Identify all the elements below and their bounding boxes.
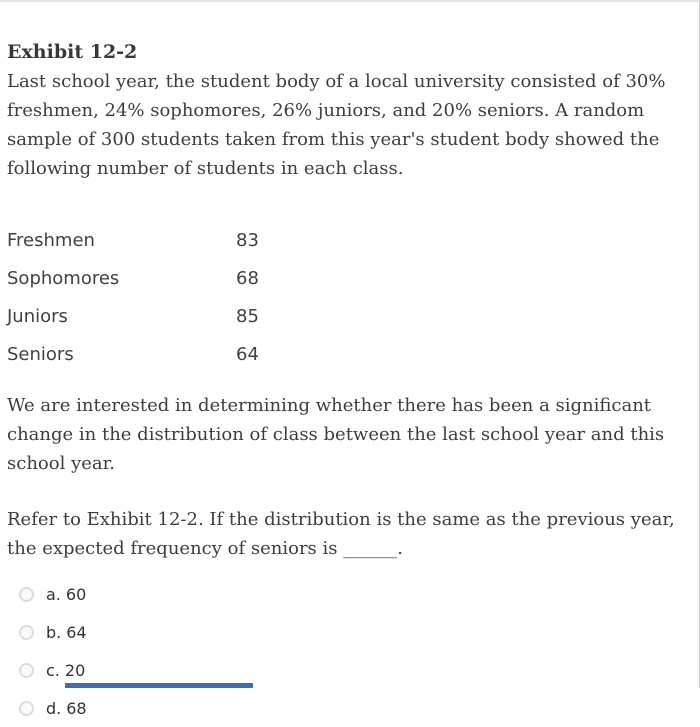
class-label: Juniors: [7, 305, 68, 327]
option-letter: d.: [46, 698, 62, 718]
option-value: 64: [66, 622, 87, 642]
class-count: 83: [236, 229, 259, 251]
class-count: 85: [236, 305, 259, 327]
option-letter: b.: [46, 622, 62, 642]
exhibit-description: Last school year, the student body of a local university consisted of 30% freshmen, 24% sophomores, 26% juniors, and 20% seniors. A random sample of 300 students taken from this year's student body showed the following number of students in each class.: [7, 71, 666, 179]
option-row-b[interactable]: [7, 613, 695, 651]
option-label[interactable]: [46, 623, 87, 642]
table-row: [7, 297, 695, 335]
option-value: 68: [66, 698, 87, 718]
radio-button-icon[interactable]: [19, 625, 34, 640]
option-letter: a.: [46, 584, 61, 604]
interest-statement: We are interested in determining whether there has been a significant change in the distribution of class between the last school year and this school year.: [7, 395, 665, 474]
table-row: [7, 221, 695, 259]
option-letter: c.: [46, 660, 60, 680]
option-value: 60: [65, 584, 87, 604]
partial-blue-element: [65, 683, 253, 688]
class-label: Freshmen: [7, 229, 95, 251]
class-label: Sophomores: [7, 267, 120, 289]
table-row: [7, 259, 695, 297]
class-count: 64: [236, 343, 259, 365]
class-count: 68: [236, 267, 259, 289]
frequency-table: [7, 221, 695, 373]
answer-options: [7, 575, 695, 727]
option-row-d[interactable]: [7, 689, 695, 727]
question-content: [0, 38, 699, 727]
option-value: 20: [64, 660, 86, 680]
question-text: Refer to Exhibit 12-2. If the distribution is the same as the previous year, the expected frequency of seniors is ______.: [7, 509, 675, 559]
table-row: [7, 335, 695, 373]
radio-button-icon[interactable]: [19, 701, 34, 716]
option-label[interactable]: [46, 699, 87, 718]
radio-button-icon[interactable]: [19, 663, 34, 678]
exhibit-title: Exhibit 12-2: [7, 41, 138, 63]
option-row-a[interactable]: [7, 575, 695, 613]
radio-button-icon[interactable]: [19, 587, 34, 602]
class-label: Seniors: [7, 343, 74, 365]
option-label[interactable]: [46, 585, 86, 604]
option-label[interactable]: [46, 661, 85, 680]
